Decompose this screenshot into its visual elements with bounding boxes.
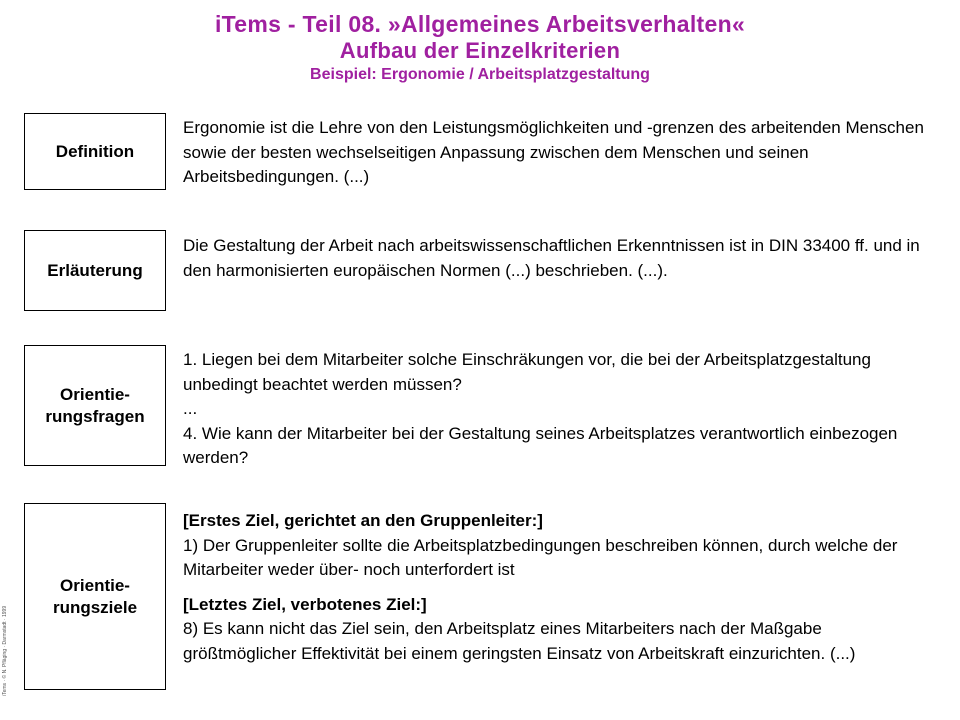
example-caption: Beispiel: Ergonomie / Arbeitsplatzgestaltung xyxy=(310,66,650,83)
erlaeuterung-label-box xyxy=(24,230,166,311)
question-1: 1. Liegen bei dem Mitarbeiter solche Einschräkungen vor, die bei der Arbeitsplatzgestaltung unbedingt beachtet werden müssen? xyxy=(183,350,871,394)
question-4: 4. Wie kann der Mitarbeiter bei der Gestaltung seines Arbeitsplatzes verantwortlich einbezogen werden? xyxy=(183,423,898,467)
erlaeuterung-text: Die Gestaltung der Arbeit nach arbeitswissenschaftlichen Erkenntnissen ist in DIN 33400 ff. und in den harmonisierten europäischen Normen (...) beschrieben. (...). xyxy=(183,236,920,280)
fragen-text xyxy=(183,348,903,471)
fragen-label-line1: Orientie- xyxy=(60,384,130,404)
goal-8-text: 8) Es kann nicht das Ziel sein, den Arbeitsplatz eines Mitarbeiters nach der Maßgabe größtmöglicher Effektivität bei einem geringsten Einsatz von Arbeitskraft einzurichten. (...) xyxy=(183,619,856,663)
fragen-label-box xyxy=(24,345,166,466)
goal-1-text: 1) Der Gruppenleiter sollte die Arbeitsplatzbedingungen beschreiben können, durch welche der Mitarbeiter weder über- noch unterfordert ist xyxy=(183,535,898,579)
goal-8-heading: [Letztes Ziel, verbotenes Ziel:] xyxy=(183,594,427,614)
page-title: iTems - Teil 08. »Allgemeines Arbeitsverhalten« xyxy=(214,11,746,37)
fragen-label xyxy=(45,384,144,428)
ziele-label-line1: Orientie- xyxy=(60,575,130,595)
ziele-text xyxy=(183,509,938,666)
definition-label-box xyxy=(24,113,166,190)
side-copyright-note: iTems · © N. Pfläging · Darmstadt · 1999 xyxy=(2,605,8,696)
ziele-label-box xyxy=(24,503,166,690)
ziele-label-line2: rungsziele xyxy=(52,597,138,617)
fragen-label-line2: rungsfragen xyxy=(45,406,145,426)
definition-label: Definition xyxy=(55,141,135,161)
definition-text: Ergonomie ist die Lehre von den Leistungsmöglichkeiten und -grenzen des arbeitenden Menschen sowie der besten wechselseitigen Anpassung zwischen dem Menschen und seinen Arbeitsbedingungen. (...) xyxy=(183,118,924,186)
page-subtitle: Aufbau der Einzelkriterien xyxy=(339,38,621,63)
ziele-label xyxy=(53,575,137,619)
header xyxy=(0,10,960,86)
question-ellipsis: ... xyxy=(183,399,198,418)
goal-1-heading: [Erstes Ziel, gerichtet an den Gruppenleiter:] xyxy=(183,511,543,530)
erlaeuterung-label: Erläuterung xyxy=(47,260,143,280)
